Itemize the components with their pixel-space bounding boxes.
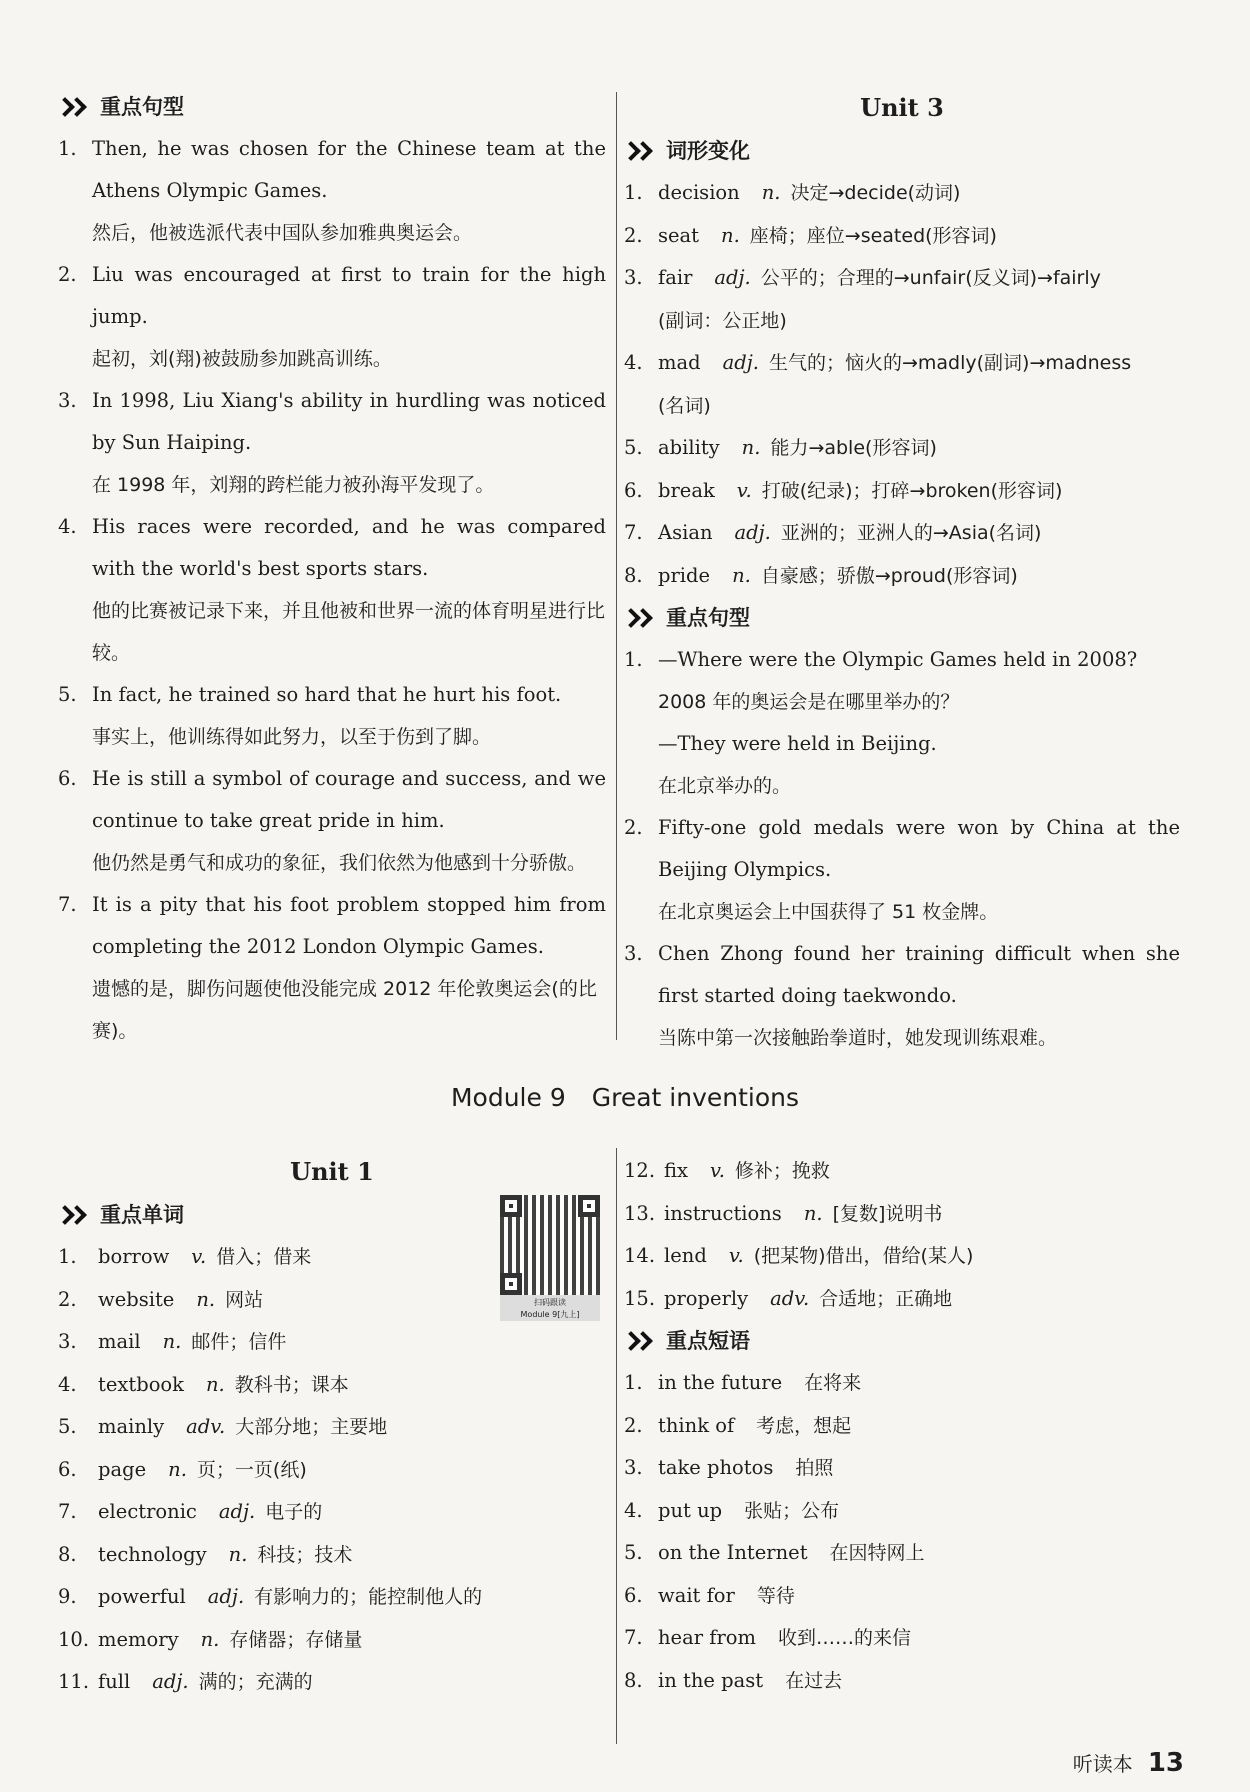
column-divider bbox=[616, 92, 617, 1040]
word-item bbox=[624, 1150, 1180, 1193]
part-of-speech: adj. bbox=[218, 1500, 256, 1523]
double-chevron-icon bbox=[58, 1205, 88, 1225]
double-chevron-icon bbox=[624, 1331, 654, 1351]
item-number: 8. bbox=[58, 1542, 77, 1566]
page-footer bbox=[1073, 1748, 1184, 1778]
item-number: 6. bbox=[624, 1583, 643, 1607]
item-number: 13. bbox=[624, 1201, 656, 1225]
phrase-body bbox=[658, 1490, 1180, 1533]
phrase-body bbox=[658, 1362, 1180, 1405]
phrase-meaning: 在将来 bbox=[804, 1372, 862, 1394]
word-meaning: 公平的；合理的→unfair(反义词)→fairly bbox=[760, 267, 1101, 289]
word: memory bbox=[98, 1627, 179, 1651]
sentence-body bbox=[658, 933, 1180, 1059]
word: fix bbox=[664, 1159, 689, 1182]
unit-title: Unit 3 bbox=[860, 93, 944, 122]
english-sentence: It is a pity that his foot problem stopped him from completing the 2012 London Olympic Games. bbox=[92, 893, 606, 958]
word-meaning: 生气的；恼火的→madly(副词)→madness bbox=[768, 352, 1132, 374]
item-number: 12. bbox=[624, 1159, 656, 1182]
phrase: think of bbox=[658, 1413, 735, 1437]
word-meaning: 合适地；正确地 bbox=[819, 1287, 953, 1310]
top-left-column bbox=[58, 86, 606, 1052]
chinese-translation: 他的比赛被记录下来，并且他被和世界一流的体育明星进行比较。 bbox=[92, 600, 606, 664]
word-meaning: 座椅；座位→seated(形容词) bbox=[749, 224, 997, 247]
item-number: 7. bbox=[624, 521, 643, 544]
word: website bbox=[98, 1287, 175, 1311]
word-meaning: 邮件；信件 bbox=[191, 1331, 287, 1353]
qr-code[interactable] bbox=[500, 1195, 600, 1335]
item-number: 4. bbox=[624, 1498, 643, 1522]
part-of-speech: n. bbox=[761, 181, 781, 204]
qr-code-icon bbox=[500, 1195, 600, 1295]
item-number: 10. bbox=[58, 1627, 90, 1651]
phrase-item bbox=[624, 1362, 1180, 1405]
phrase-body bbox=[658, 1575, 1180, 1618]
word-meaning: 电子的 bbox=[265, 1501, 323, 1523]
word-body bbox=[98, 1449, 606, 1492]
word-item bbox=[624, 470, 1180, 513]
word: powerful bbox=[98, 1585, 186, 1608]
sentence-body bbox=[92, 380, 606, 506]
double-chevron-icon bbox=[624, 608, 654, 628]
phrase-item bbox=[624, 1660, 1180, 1703]
word-meaning: 修补；挽救 bbox=[734, 1160, 830, 1182]
double-chevron-icon bbox=[58, 97, 88, 117]
word-meaning: 打破(纪录)；打碎→broken(形容词) bbox=[761, 479, 1063, 502]
part-of-speech: v. bbox=[736, 478, 752, 502]
word-item bbox=[58, 1619, 606, 1662]
word-body bbox=[658, 172, 1180, 215]
english-sentence: Liu was encouraged at first to train for the high jump. bbox=[92, 263, 606, 328]
chinese-translation: 在北京举办的。 bbox=[658, 775, 792, 797]
section-heading: 重点短语 bbox=[624, 1320, 1180, 1362]
phrase: wait for bbox=[658, 1583, 735, 1607]
word-item bbox=[624, 257, 1180, 342]
part-of-speech: n. bbox=[196, 1287, 216, 1311]
word-line bbox=[98, 1364, 606, 1407]
phrase: put up bbox=[658, 1498, 723, 1522]
sentence-body bbox=[658, 639, 1180, 807]
part-of-speech: adv. bbox=[770, 1286, 810, 1310]
phrase-item bbox=[624, 1490, 1180, 1533]
item-number: 1. bbox=[58, 1245, 77, 1268]
word-line bbox=[658, 172, 1180, 215]
part-of-speech: n. bbox=[732, 563, 751, 587]
word: break bbox=[658, 478, 715, 502]
part-of-speech: adj. bbox=[207, 1585, 245, 1608]
sentence-item bbox=[58, 884, 606, 1052]
word-item bbox=[58, 1364, 606, 1407]
item-number: 2. bbox=[58, 263, 77, 286]
word-meaning: 大部分地；主要地 bbox=[235, 1416, 388, 1438]
sentence-item bbox=[58, 380, 606, 506]
page-number: 13 bbox=[1147, 1748, 1184, 1778]
word-body bbox=[658, 470, 1180, 513]
sentence-item bbox=[624, 807, 1180, 933]
item-number: 7. bbox=[58, 1500, 77, 1523]
word-body bbox=[664, 1235, 1180, 1278]
word-line bbox=[658, 342, 1180, 385]
sentence-item bbox=[58, 758, 606, 884]
item-number: 5. bbox=[58, 1415, 77, 1438]
word: full bbox=[98, 1670, 131, 1693]
word-item bbox=[58, 1661, 606, 1704]
english-sentence: In 1998, Liu Xiang's ability in hurdling was noticed by Sun Haiping. bbox=[92, 389, 606, 454]
item-number: 5. bbox=[58, 683, 77, 706]
phrase-meaning: 收到……的来信 bbox=[778, 1627, 912, 1649]
word-line bbox=[98, 1449, 606, 1492]
word-item bbox=[624, 172, 1180, 215]
word-body bbox=[98, 1661, 606, 1704]
phrase-body bbox=[658, 1660, 1180, 1703]
word-line bbox=[98, 1576, 606, 1619]
word-line bbox=[98, 1406, 606, 1449]
sentence-body bbox=[92, 506, 606, 674]
word-meaning: 决定→decide(动词) bbox=[790, 182, 961, 204]
english-sentence: He is still a symbol of courage and success, and we continue to take great pride in him. bbox=[92, 767, 606, 832]
word-meaning: 存储器；存储量 bbox=[229, 1628, 363, 1651]
item-number: 15. bbox=[624, 1286, 656, 1310]
word-item bbox=[58, 1576, 606, 1619]
word-line bbox=[658, 470, 1180, 513]
sentence-item bbox=[624, 639, 1180, 807]
item-number: 1. bbox=[624, 1371, 643, 1394]
word-body bbox=[98, 1619, 606, 1662]
double-chevron-icon bbox=[624, 141, 654, 161]
word-line bbox=[664, 1278, 1180, 1321]
sentence-body bbox=[92, 254, 606, 380]
item-number: 6. bbox=[624, 478, 643, 502]
english-sentence: Then, he was chosen for the Chinese team at the Athens Olympic Games. bbox=[92, 137, 606, 202]
item-number: 1. bbox=[624, 181, 643, 204]
chinese-translation: 在北京奥运会上中国获得了 51 枚金牌。 bbox=[658, 901, 999, 923]
phrase: on the Internet bbox=[658, 1541, 808, 1564]
item-number: 5. bbox=[624, 436, 643, 459]
word-meaning: 亚洲的；亚洲人的→Asia(名词) bbox=[780, 522, 1042, 544]
word-item bbox=[58, 1406, 606, 1449]
word: page bbox=[98, 1457, 147, 1481]
chinese-translation: 然后，他被选派代表中国队参加雅典奥运会。 bbox=[92, 222, 473, 244]
item-number: 2. bbox=[58, 1287, 77, 1311]
sentence-body bbox=[92, 128, 606, 254]
word-body bbox=[664, 1150, 1180, 1193]
phrase-meaning: 拍照 bbox=[795, 1457, 834, 1479]
phrase-meaning: 张贴；公布 bbox=[744, 1499, 840, 1522]
english-sentence: Chen Zhong found her training difficult when she first started doing taekwondo. bbox=[658, 942, 1180, 1007]
item-number: 7. bbox=[624, 1626, 643, 1649]
phrase: hear from bbox=[658, 1626, 757, 1649]
sentence-item bbox=[58, 674, 606, 758]
word-line bbox=[664, 1150, 1180, 1193]
word-item bbox=[58, 1534, 606, 1577]
item-number: 8. bbox=[624, 1668, 643, 1692]
phrase: in the past bbox=[658, 1668, 764, 1692]
word-line bbox=[658, 215, 1180, 258]
unit-title: Unit 1 bbox=[290, 1157, 374, 1186]
item-number: 11. bbox=[58, 1670, 90, 1693]
module-title: Module 9 Great inventions bbox=[450, 1083, 800, 1112]
item-number: 1. bbox=[624, 648, 643, 671]
word: mad bbox=[658, 351, 701, 374]
word-meaning: 教科书；课本 bbox=[234, 1373, 349, 1396]
chinese-translation: 起初，刘(翔)被鼓励参加跳高训练。 bbox=[92, 348, 392, 370]
phrase-body bbox=[658, 1447, 1180, 1490]
item-number: 4. bbox=[58, 1372, 77, 1396]
phrase-meaning: 考虑，想起 bbox=[756, 1414, 852, 1437]
word-line bbox=[658, 555, 1180, 598]
chinese-translation: 当陈中第一次接触跆拳道时，她发现训练艰难。 bbox=[658, 1027, 1058, 1049]
word-meaning: 满的；充满的 bbox=[198, 1671, 313, 1693]
top-right-column bbox=[624, 86, 1180, 1059]
part-of-speech: v. bbox=[191, 1245, 207, 1268]
phrase: in the future bbox=[658, 1371, 783, 1394]
item-number: 14. bbox=[624, 1244, 656, 1267]
word: ability bbox=[658, 436, 720, 459]
word: borrow bbox=[98, 1245, 170, 1268]
word-item bbox=[624, 1278, 1180, 1321]
word-body bbox=[98, 1534, 606, 1577]
english-sentence: In fact, he trained so hard that he hurt his foot. bbox=[92, 683, 562, 706]
part-of-speech: n. bbox=[206, 1372, 225, 1396]
item-number: 3. bbox=[624, 942, 643, 965]
word-item bbox=[624, 215, 1180, 258]
part-of-speech: adj. bbox=[714, 266, 751, 289]
sentence-item bbox=[58, 506, 606, 674]
part-of-speech: n. bbox=[721, 223, 740, 247]
part-of-speech: n. bbox=[228, 1542, 248, 1566]
word: technology bbox=[98, 1542, 207, 1566]
english-sentence: His races were recorded, and he was compared with the world's best sports stars. bbox=[92, 515, 606, 580]
part-of-speech: n. bbox=[803, 1201, 823, 1225]
book-label: 听读本 bbox=[1072, 1752, 1133, 1776]
phrase-body bbox=[658, 1532, 1180, 1575]
word: fair bbox=[658, 266, 693, 289]
item-number: 5. bbox=[624, 1541, 643, 1564]
word-body bbox=[98, 1406, 606, 1449]
word-line bbox=[664, 1193, 1180, 1236]
section-heading: 词形变化 bbox=[624, 130, 1180, 172]
word-line bbox=[98, 1661, 606, 1704]
word-item bbox=[624, 427, 1180, 470]
word-line bbox=[658, 512, 1180, 555]
item-number: 3. bbox=[624, 1456, 643, 1479]
phrase-item bbox=[624, 1532, 1180, 1575]
word-line bbox=[98, 1619, 606, 1662]
word-body bbox=[98, 1576, 606, 1619]
word-meaning: [复数]说明书 bbox=[832, 1202, 943, 1225]
phrase-meaning: 在因特网上 bbox=[829, 1542, 925, 1564]
sentence-body bbox=[92, 758, 606, 884]
word-body bbox=[658, 555, 1180, 598]
word-line bbox=[98, 1534, 606, 1577]
word: Asian bbox=[658, 521, 713, 544]
word-item bbox=[624, 342, 1180, 427]
phrase: take photos bbox=[658, 1456, 774, 1479]
word-item bbox=[624, 1193, 1180, 1236]
part-of-speech: adv. bbox=[186, 1415, 226, 1438]
word-body bbox=[664, 1193, 1180, 1236]
part-of-speech: n. bbox=[741, 436, 761, 459]
part-of-speech: n. bbox=[162, 1330, 182, 1353]
word-line bbox=[658, 257, 1180, 300]
word-meaning: (把某物)借出，借给(某人) bbox=[753, 1245, 974, 1267]
item-number: 3. bbox=[58, 389, 77, 412]
english-sentence: Fifty-one gold medals were won by China at the Beijing Olympics. bbox=[658, 816, 1180, 881]
item-number: 4. bbox=[58, 515, 77, 538]
word-meaning: 有影响力的；能控制他人的 bbox=[254, 1586, 483, 1608]
word-body bbox=[658, 512, 1180, 555]
word: instructions bbox=[664, 1201, 782, 1225]
word-body bbox=[658, 342, 1180, 427]
word: pride bbox=[658, 563, 711, 587]
item-number: 7. bbox=[58, 893, 77, 916]
item-number: 3. bbox=[624, 266, 643, 289]
phrase-meaning: 在过去 bbox=[785, 1669, 843, 1692]
item-number: 6. bbox=[58, 767, 77, 790]
word: lend bbox=[664, 1244, 707, 1267]
phrase-meaning: 等待 bbox=[756, 1584, 795, 1607]
chinese-translation: 2008 年的奥运会是在哪里举办的？ bbox=[658, 691, 960, 713]
chinese-translation: 在 1998 年，刘翔的跨栏能力被孙海平发现了。 bbox=[92, 474, 495, 496]
word: electronic bbox=[98, 1500, 197, 1523]
phrase-item bbox=[624, 1575, 1180, 1618]
chinese-translation: 遗憾的是，脚伤问题使他没能完成 2012 年伦敦奥运会(的比赛)。 bbox=[92, 978, 597, 1042]
sentence-item bbox=[624, 933, 1180, 1059]
item-number: 3. bbox=[58, 1330, 77, 1353]
word-body bbox=[98, 1364, 606, 1407]
word: textbook bbox=[98, 1372, 184, 1396]
phrase-body bbox=[658, 1405, 1180, 1448]
phrase-item bbox=[624, 1447, 1180, 1490]
word-body bbox=[98, 1491, 606, 1534]
qr-caption: 扫码跟读 Module 9[九上] bbox=[500, 1295, 600, 1321]
item-number: 2. bbox=[624, 223, 643, 247]
word-line bbox=[98, 1491, 606, 1534]
word: mail bbox=[98, 1330, 141, 1353]
part-of-speech: adj. bbox=[722, 351, 759, 374]
english-sentence: —Where were the Olympic Games held in 2008? bbox=[658, 648, 1138, 671]
part-of-speech: adj. bbox=[152, 1670, 189, 1693]
word-line bbox=[658, 427, 1180, 470]
word-meaning: 自豪感；骄傲→proud(形容词) bbox=[760, 564, 1018, 587]
sentence-item bbox=[58, 254, 606, 380]
item-number: 2. bbox=[624, 1413, 643, 1437]
word-item bbox=[624, 555, 1180, 598]
word-item bbox=[58, 1449, 606, 1492]
word-meaning: 页；一页(纸) bbox=[196, 1458, 307, 1481]
sentence-body bbox=[92, 674, 606, 758]
chinese-translation: 事实上，他训练得如此努力，以至于伤到了脚。 bbox=[92, 726, 492, 748]
phrase-body bbox=[658, 1617, 1180, 1660]
word-item bbox=[624, 512, 1180, 555]
word-body bbox=[658, 215, 1180, 258]
word-body bbox=[658, 257, 1180, 342]
word-body bbox=[658, 427, 1180, 470]
sentence-item bbox=[58, 128, 606, 254]
item-number: 6. bbox=[58, 1457, 77, 1481]
word-meaning: 借入；借来 bbox=[216, 1246, 312, 1268]
item-number: 9. bbox=[58, 1585, 77, 1608]
section-heading: 重点句型 bbox=[624, 597, 1180, 639]
word-meaning-cont: (副词：公正地) bbox=[658, 309, 787, 332]
item-number: 1. bbox=[58, 137, 77, 160]
chinese-translation: 他仍然是勇气和成功的象征，我们依然为他感到十分骄傲。 bbox=[92, 852, 587, 874]
item-number: 4. bbox=[624, 351, 643, 374]
section-heading: 重点句型 bbox=[58, 86, 606, 128]
part-of-speech: n. bbox=[200, 1627, 220, 1651]
word: seat bbox=[658, 223, 700, 247]
word-item bbox=[58, 1491, 606, 1534]
word: decision bbox=[658, 181, 740, 204]
part-of-speech: n. bbox=[168, 1457, 187, 1481]
word-meaning: 科技；技术 bbox=[257, 1543, 353, 1566]
sentence-body bbox=[92, 884, 606, 1052]
part-of-speech: adj. bbox=[734, 521, 771, 544]
sentence-body bbox=[658, 807, 1180, 933]
word-item bbox=[624, 1235, 1180, 1278]
part-of-speech: v. bbox=[728, 1244, 744, 1267]
word-body bbox=[664, 1278, 1180, 1321]
phrase-item bbox=[624, 1617, 1180, 1660]
phrase-item bbox=[624, 1405, 1180, 1448]
word-line bbox=[664, 1235, 1180, 1278]
part-of-speech: v. bbox=[710, 1159, 725, 1182]
word-meaning: 网站 bbox=[225, 1288, 264, 1311]
english-sentence: —They were held in Beijing. bbox=[658, 732, 937, 755]
word-meaning: 能力→able(形容词) bbox=[770, 437, 937, 459]
column-divider bbox=[616, 1148, 617, 1744]
bottom-right-column bbox=[624, 1150, 1180, 1702]
item-number: 8. bbox=[624, 563, 643, 587]
item-number: 2. bbox=[624, 816, 643, 839]
word: properly bbox=[664, 1286, 749, 1310]
word-meaning-cont: (名词) bbox=[658, 394, 711, 417]
section-heading: 重点单词 bbox=[58, 1194, 606, 1236]
word: mainly bbox=[98, 1415, 165, 1438]
